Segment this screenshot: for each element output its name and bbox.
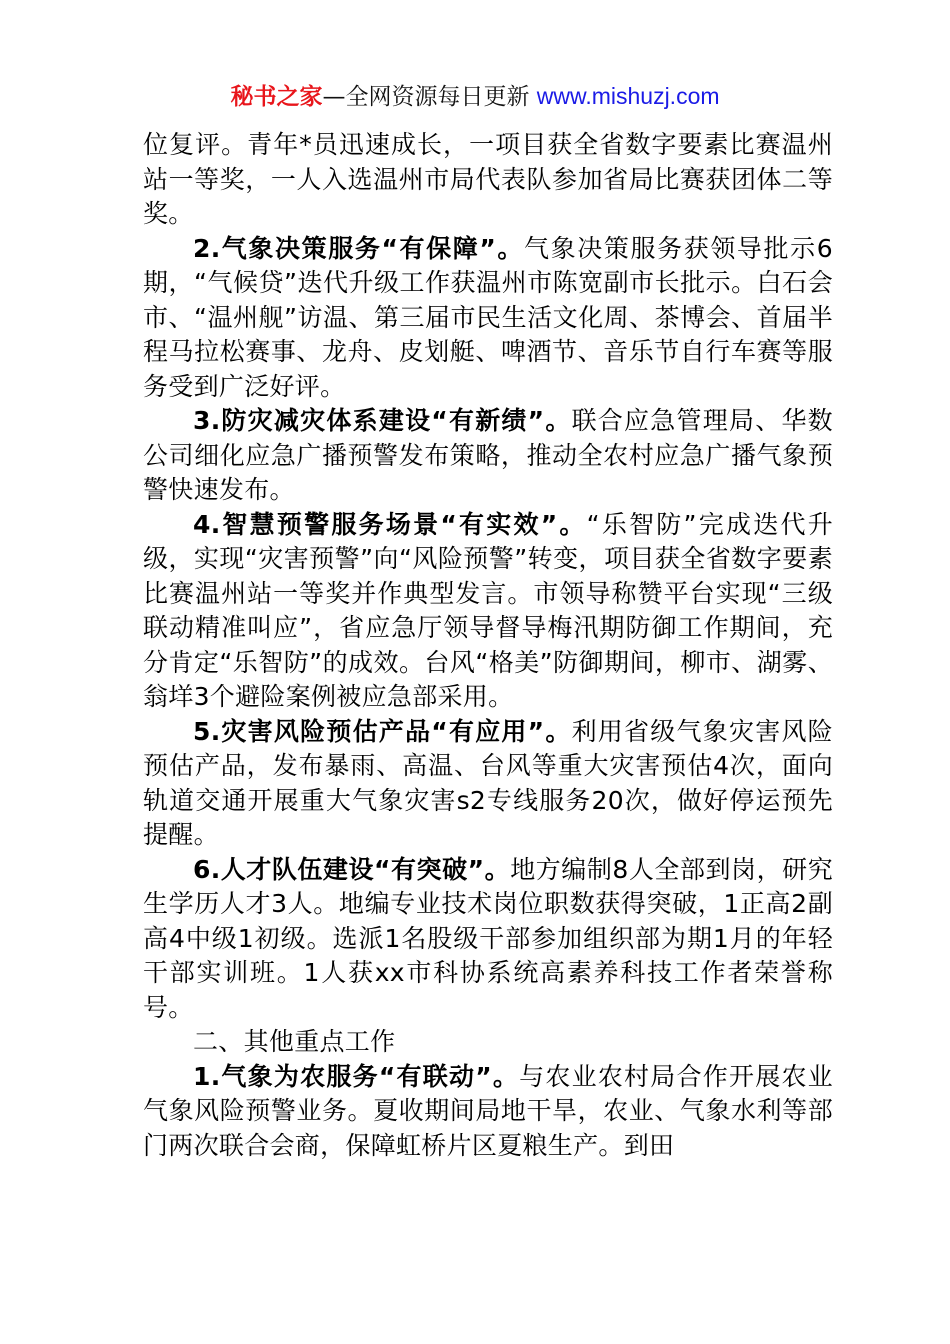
paragraph-smart-warning — [143, 508, 833, 715]
paragraph-heading: 2.气象决策服务“有保障”。 — [193, 233, 525, 263]
paragraph-text: 联合应急管理局、华数公司细化应急广播预警发布策略，推动全农村应急广播气象预警快速发布。 — [143, 406, 833, 504]
paragraph-text: 利用省级气象灾害风险预估产品，发布暴雨、高温、台风等重大灾害预估4次，面向轨道交通开展重大气象灾害s2专线服务20次，做好停运预先提醒。 — [143, 716, 833, 849]
paragraph-text: 与农业农村局合作开展农业气象风险预警业务。夏收期间局地干旱，农业、气象水利等部门两次联合会商，保障虹桥片区夏粮生产。到田 — [143, 1061, 833, 1160]
paragraph-text: 气象决策服务获领导批示6期，“气候贷”迭代升级工作获温州市陈宽副市长批示。白石会市、“温州舰”访温、第三届市民生活文化周、茶博会、首届半程马拉松赛事、龙舟、皮划艇、啤酒节、音乐节自行车赛等服务受到广泛好评。 — [143, 233, 833, 401]
section-heading-other-work — [143, 1025, 833, 1060]
paragraph-talent-team — [143, 853, 833, 1026]
paragraph-heading: 6.人才队伍建设“有突破”。 — [193, 854, 511, 884]
site-tagline: —全网资源每日更新 — [322, 84, 537, 110]
paragraph-risk-estimation — [143, 715, 833, 853]
paragraph-text: 地方编制8人全部到岗，研究生学历人才3人。地编专业技术岗位职数获得突破，1正高2副高4中级1初级。选派1名股级干部参加组织部为期1月的年轻干部实训班。1人获xx市科协系统高素养科技工作者荣誉称号。 — [143, 854, 833, 1022]
site-brand: 秘书之家 — [230, 84, 323, 110]
paragraph-decision-service — [143, 232, 833, 405]
site-url-link[interactable]: www.mishuzj.com — [536, 83, 720, 109]
paragraph-continuation — [143, 128, 833, 232]
document-body — [143, 128, 833, 1163]
paragraph-heading: 4.智慧预警服务场景“有实效”。 — [193, 509, 587, 539]
section-heading-text: 二、其他重点工作 — [193, 1027, 396, 1056]
paragraph-text: “乐智防”完成迭代升级，实现“灾害预警”向“风险预警”转变，项目获全省数字要素比赛温州站一等奖并作典型发言。市领导称赞平台实现“三级联动精准叫应”，省应急厅领导督导梅汛期防御工作期间，充分肯定“乐智防”的成效。台风“格美”防御期间，柳市、湖雾、翁垟3个避险案例被应急部采用。 — [143, 509, 833, 711]
paragraph-disaster-prevention — [143, 404, 833, 508]
paragraph-text: 位复评。青年*员迅速成长，一项目获全省数字要素比赛温州站一等奖，一人入选温州市局代表队参加省局比赛获团体二等奖。 — [143, 130, 833, 228]
paragraph-agriculture-service — [143, 1060, 833, 1164]
paragraph-heading: 5.灾害风险预估产品“有应用”。 — [193, 716, 572, 746]
site-header — [0, 80, 950, 113]
paragraph-heading: 1.气象为农服务“有联动”。 — [193, 1061, 520, 1091]
paragraph-heading: 3.防灾减灾体系建设“有新绩”。 — [193, 406, 572, 435]
